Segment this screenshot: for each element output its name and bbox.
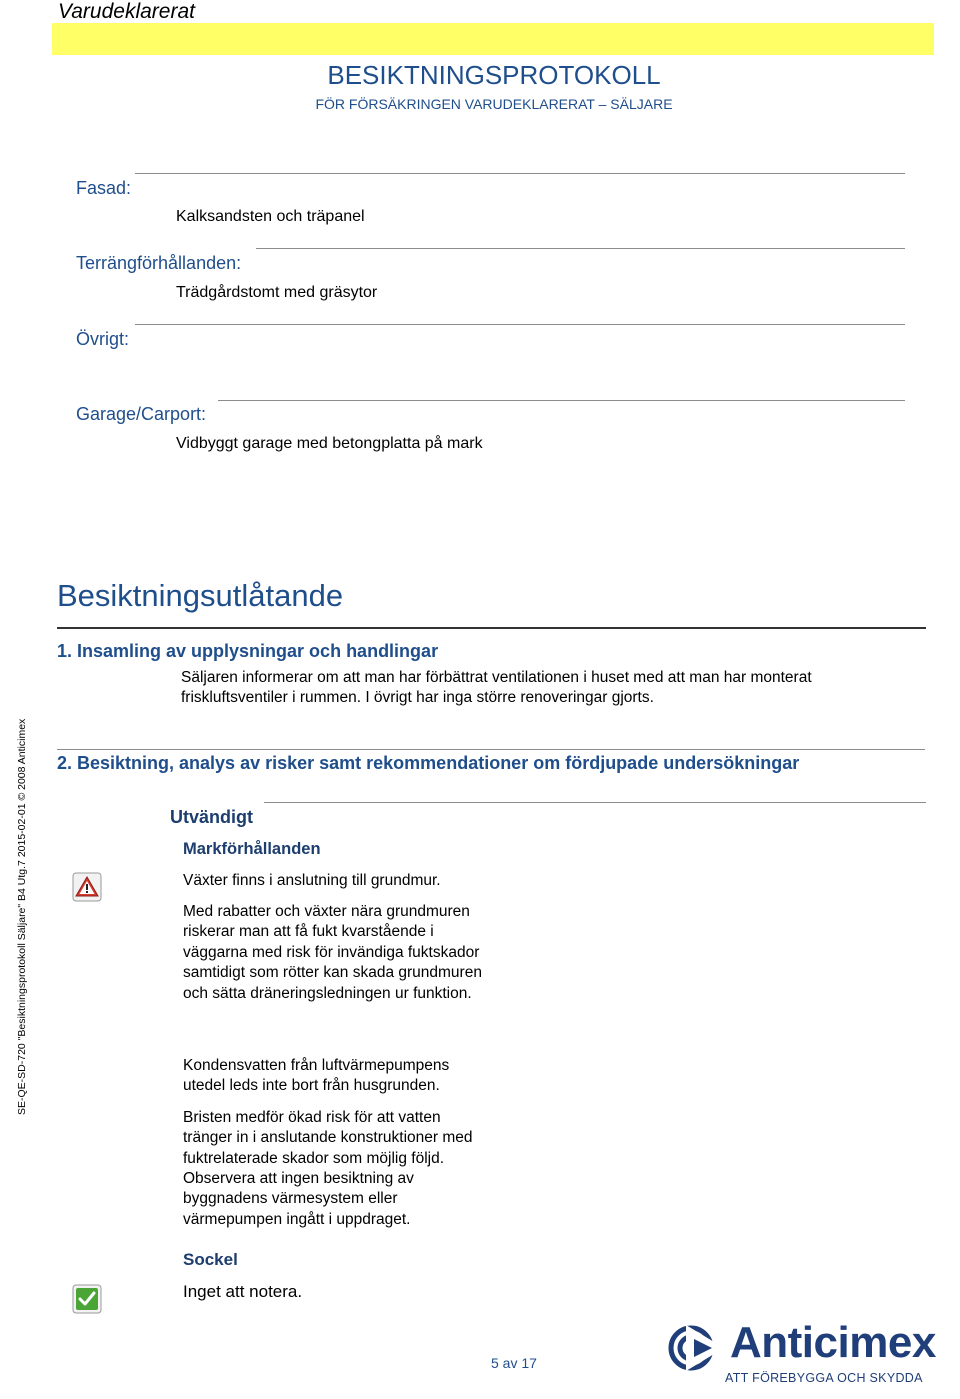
finding-2-detail-4: Observera att ingen besiktning av <box>183 1170 414 1187</box>
field-value-garage: Vidbyggt garage med betongplatta på mark <box>176 435 483 452</box>
logo-tagline: ATT FÖREBYGGA OCH SKYDDA <box>725 1371 923 1385</box>
finding-2-line-1: Kondensvatten från luftvärmepumpens <box>183 1057 450 1074</box>
markforhallanden-heading: Markförhållanden <box>183 840 321 858</box>
divider <box>135 173 905 174</box>
item1-line-2: friskluftsventiler i rummen. I övrigt har inga större renoveringar gjorts. <box>181 689 654 706</box>
field-label-terrang: Terrängförhållanden: <box>76 253 242 273</box>
item2-title: 2. Besiktning, analys av risker samt rekommendationer om fördjupade undersökningar <box>57 753 800 773</box>
page-title: BESIKTNINGSPROTOKOLL <box>327 60 661 90</box>
finding-1: Växter finns i anslutning till grundmur. <box>183 872 441 889</box>
field-label-garage: Garage/Carport: <box>76 404 207 424</box>
divider <box>256 248 905 249</box>
sockel-text: Inget att notera. <box>183 1282 303 1301</box>
check-icon <box>72 1284 102 1314</box>
finding-1-detail-1: Med rabatter och växter nära grundmuren <box>183 903 470 920</box>
page-number: 5 av 17 <box>491 1355 537 1371</box>
finding-2-detail-6: värmepumpen ingått i uppdraget. <box>183 1211 411 1228</box>
finding-1-detail-2: riskerar man att få fukt kvarstående i <box>183 923 434 940</box>
sockel-heading: Sockel <box>183 1250 238 1269</box>
running-title: Varudeklarerat <box>58 0 195 23</box>
finding-2-detail-5: byggnadens värmesystem eller <box>183 1190 398 1207</box>
divider <box>218 400 905 401</box>
field-value-terrang: Trädgårdstomt med gräsytor <box>176 284 378 301</box>
header-bar <box>52 23 934 55</box>
section-heading: Besiktningsutlåtande <box>57 578 344 613</box>
page-subtitle: FÖR FÖRSÄKRINGEN VARUDEKLARERAT – SÄLJARE <box>315 96 673 112</box>
document-reference: SE-QE-SD-720 "Besiktningsprotokoll Säljare" B4 Utg.7 2015-02-01 © 2008 Anticimex <box>16 718 28 1115</box>
anticimex-logo-icon <box>668 1325 724 1371</box>
finding-2-line-2: utedel leds inte bort från husgrunden. <box>183 1077 440 1094</box>
finding-1-detail-3: väggarna med risk för invändiga fuktskador <box>183 944 480 961</box>
item1-line-1: Säljaren informerar om att man har förbättrat ventilationen i huset med att man har monterat <box>181 669 812 686</box>
field-label-fasad: Fasad: <box>76 178 132 198</box>
section-rule <box>57 627 926 629</box>
finding-2-detail-1: Bristen medför ökad risk för att vatten <box>183 1109 441 1126</box>
finding-2-detail-2: tränger in i anslutande konstruktioner med <box>183 1129 473 1146</box>
finding-1-detail-4: samtidigt som rötter kan skada grundmuren <box>183 964 482 981</box>
field-value-fasad: Kalksandsten och träpanel <box>176 208 365 225</box>
group-heading: Utvändigt <box>170 807 253 827</box>
logo-wordmark: Anticimex <box>730 1318 936 1367</box>
warning-icon <box>72 872 102 902</box>
field-label-ovrigt: Övrigt: <box>76 329 130 349</box>
divider <box>264 802 926 803</box>
item1-title: 1. Insamling av upplysningar och handlingar <box>57 641 439 661</box>
divider <box>57 749 925 750</box>
finding-1-detail-5: och sätta dräneringsledningen ur funktion. <box>183 985 472 1002</box>
divider <box>135 324 905 325</box>
finding-2-detail-3: fuktrelaterade skador som möjlig följd. <box>183 1150 445 1167</box>
